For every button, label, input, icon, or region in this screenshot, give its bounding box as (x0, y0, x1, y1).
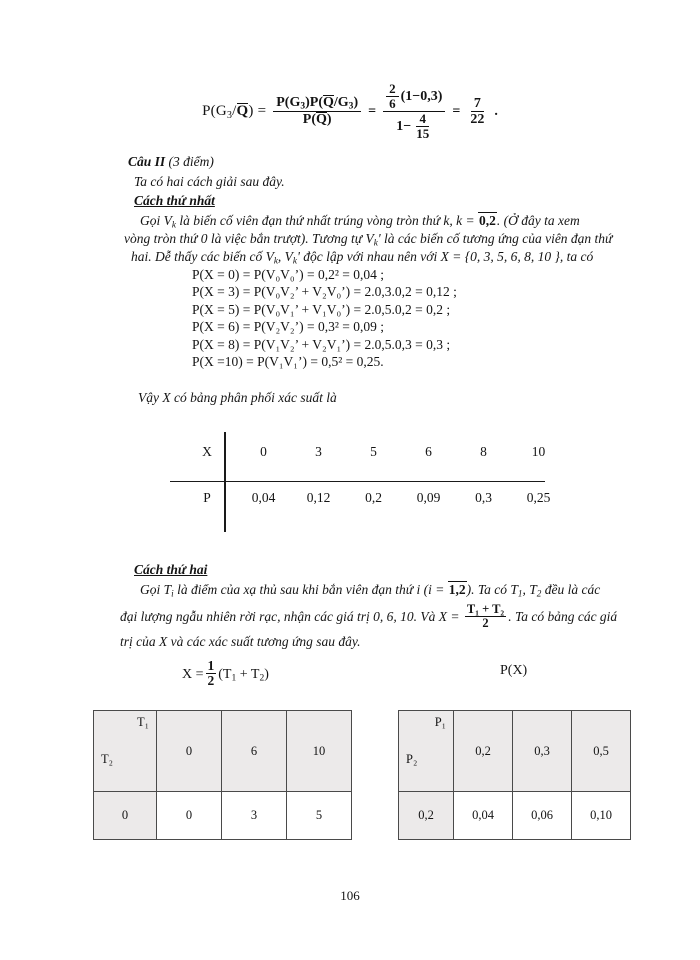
one-half-den: 2 (207, 673, 215, 689)
num-p2: )P( (305, 95, 323, 111)
t-sum-numerator: T₁ + T₂ (466, 602, 505, 616)
table-cell: 0 (260, 444, 267, 459)
page-number: 106 (340, 888, 360, 903)
xdef-rhs-b: + T (236, 666, 260, 682)
px-column-label: P(X) (500, 663, 528, 678)
c2a-c: ). Ta có T (466, 582, 518, 597)
header-t2-label: T₂ (101, 752, 113, 766)
table-cell: 0,3 (475, 490, 492, 505)
num-qbar: Q (323, 95, 334, 111)
den-p1: P( (302, 112, 316, 128)
x-definition-formula (182, 660, 269, 690)
table-column-header: 10 (287, 711, 352, 792)
goi3-sub2: k (292, 255, 297, 266)
one-half-num: 1 (207, 658, 215, 673)
equals-sign-1: = (368, 103, 377, 119)
xdef-rhs-c: ) (264, 666, 269, 682)
two-sixths-fraction (386, 82, 399, 111)
goi1-overline-02: 0,2 (479, 213, 496, 228)
table-row (399, 711, 631, 792)
method-one-paragraph-line-3 (131, 247, 593, 266)
table-cell: 0,06 (513, 792, 572, 840)
four-fifteenths-num: 4 (416, 112, 429, 127)
distribution-row-p-cells (236, 490, 566, 506)
formula-main-fraction (273, 95, 361, 127)
probability-equation-list (192, 266, 457, 370)
formula-lhs-sub: 3 (226, 109, 233, 121)
num-sub2: 3 (348, 102, 354, 113)
table-cell: 0,04 (251, 490, 276, 505)
goi1-sub: k (171, 219, 176, 230)
c2b-a: đại lượng ngẫu nhiên rời rạc, nhận các giá trị 0, 6, 10. Và X = (120, 608, 463, 624)
xdef-rhs-sub1: 1 (231, 673, 237, 684)
distribution-row-x-label: X (202, 444, 212, 459)
c2a-a: Gọi T (140, 582, 172, 597)
header-p1-label: P₁ (434, 715, 446, 729)
distribution-row-x-cells (236, 444, 566, 460)
num-p3: /G (333, 95, 349, 111)
one-half-fraction (206, 659, 217, 689)
equation-line: P(X = 0) = P(V₀V₀’) = 0,2² = 0,04 ; (192, 267, 385, 282)
table-cell: 6 (425, 444, 432, 459)
table-cell: 0,09 (416, 490, 441, 505)
table-corner-header (399, 711, 454, 792)
table-row (94, 711, 352, 792)
four-fifteenths-fraction (413, 112, 432, 141)
joint-probabilities-table (398, 710, 631, 840)
c2b-b: . Ta có bảng các giá (508, 608, 618, 624)
joint-values-table (93, 710, 352, 840)
equation-line: P(X = 8) = P(V₁V₂’ + V₂V₁’) = 2.0,5.0,3 = 0,3 ; (192, 336, 451, 352)
table-cell: 5 (287, 792, 352, 840)
formula-lhs-close: ) = (248, 103, 267, 120)
method-two-paragraph-line-3: trị của X và các xác suất tương ứng sau đây. (120, 634, 361, 649)
xdef-rhs (218, 667, 269, 683)
table-cell: 3 (315, 444, 322, 459)
formula-result-fraction (467, 96, 487, 127)
table-cell: 0,12 (306, 490, 331, 505)
table-row-header: 0 (94, 792, 157, 840)
intro-line: Ta có hai cách giải sau đây. (134, 174, 285, 189)
header-p2-label: P₂ (406, 752, 418, 766)
goi3-c: ' độc lập với nhau nên với X = {0, 3, 5, 6, 8, 10 }, ta có (296, 249, 594, 264)
equation-line: P(X =10) = P(V₁V₁’) = 0,5² = 0,25. (192, 353, 384, 369)
goi3-b: , V (277, 249, 293, 264)
formula-value-fraction (383, 82, 445, 141)
value-numerator-rest: (1−0,3) (400, 88, 443, 104)
table-cell: 3 (222, 792, 287, 840)
table-cell: 0 (157, 792, 222, 840)
table-column-header: 0,5 (572, 711, 631, 792)
xdef-lhs: X = (182, 666, 204, 682)
distribution-intro-line: Vậy X có bảng phân phối xác suất là (138, 390, 337, 405)
table-corner-header (94, 711, 157, 792)
method-two-paragraph-line-1 (140, 580, 600, 599)
question-heading (128, 152, 214, 171)
header-t1-label: T₁ (137, 715, 149, 729)
method-one-paragraph-line-2 (124, 229, 612, 248)
question-heading-label: Câu II (128, 154, 166, 169)
bayes-formula (0, 82, 700, 141)
formula-lhs-p: P(G (202, 103, 227, 120)
table-cell: 5 (370, 444, 377, 459)
num-p4: ) (353, 95, 359, 111)
t-sum-denominator: 2 (482, 616, 489, 631)
equation-line: P(X = 6) = P(V₂V₂’) = 0,3² = 0,09 ; (192, 319, 385, 335)
four-fifteenths-den: 15 (416, 126, 430, 142)
goi2-b: ' là các biến cố tương ứng của viên đạn thứ (377, 231, 613, 246)
c2a-d: , T (522, 582, 537, 597)
table-row (94, 792, 352, 840)
table-cell: 10 (531, 444, 546, 459)
table-column-header: 0,2 (454, 711, 513, 792)
result-numerator: 7 (471, 96, 484, 112)
formula-lhs-qbar: Q (236, 103, 249, 120)
two-sixths-num: 2 (386, 82, 399, 97)
table-cell: 8 (480, 444, 487, 459)
table-cell: 0,25 (526, 490, 551, 505)
c2a-sub: i (171, 588, 174, 599)
method-two-heading: Cách thứ hai (134, 562, 208, 577)
num-p1: P(G (276, 95, 301, 111)
goi2-sub: k (373, 237, 378, 248)
formula-period: . (494, 103, 498, 119)
c2a-e: đều là các (541, 582, 601, 597)
goi1-a: Gọi V (140, 213, 172, 228)
equation-line: P(X = 5) = P(V₀V₁’ + V₁V₀’) = 2.0,5.0,2 = 0,2 ; (192, 301, 451, 317)
value-denominator (393, 112, 435, 141)
distribution-table (196, 432, 568, 532)
formula-main-denominator (300, 112, 335, 128)
one-minus: 1− (396, 119, 412, 135)
goi3-a: hai. Dễ thấy các biến cố V (131, 249, 274, 264)
method-two-paragraph-line-2 (120, 604, 617, 632)
table-row-header: 0,2 (399, 792, 454, 840)
num-sub1: 3 (300, 102, 306, 113)
table-cell: 0,10 (572, 792, 631, 840)
formula-lhs-slash: / (232, 103, 237, 120)
xdef-rhs-a: (T (218, 666, 232, 682)
table-column-header: 0,3 (513, 711, 572, 792)
question-points: (3 điểm) (168, 154, 214, 169)
table-cell: 0,2 (365, 490, 382, 505)
goi1-b: là biến cố viên đạn thứ nhất trúng vòng tròn thứ k, k = (175, 213, 478, 228)
goi2-a: vòng tròn thứ 0 là việc bắn trượt). Tương tự V (124, 231, 374, 246)
table-row (399, 792, 631, 840)
goi1-c: . (Ở đây ta xem (496, 213, 580, 228)
distribution-row-p-label: P (203, 490, 211, 505)
distribution-table-horizontal-rule (170, 481, 545, 482)
value-numerator (383, 82, 445, 112)
c2a-b: là điểm của xạ thủ sau khi bắn viên đạn thứ i (i = (173, 582, 448, 597)
den-p2: ) (326, 112, 332, 128)
xdef-rhs-sub2: 2 (259, 673, 265, 684)
t1-plus-t2-over-2-fraction (465, 603, 506, 631)
c2a-sub2: 1 (517, 588, 523, 599)
formula-lhs (202, 103, 266, 120)
table-column-header: 0 (157, 711, 222, 792)
goi3-sub1: k (273, 255, 278, 266)
c2a-overline-12: 1,2 (448, 582, 466, 597)
method-one-paragraph-line-1 (140, 211, 580, 230)
table-cell: 0,04 (454, 792, 513, 840)
table-column-header: 6 (222, 711, 287, 792)
den-qbar: Q (316, 112, 327, 128)
equation-line: P(X = 3) = P(V₀V₂’ + V₂V₀’) = 2.0,3.0,2 = 0,12 ; (192, 284, 457, 300)
result-denominator: 22 (470, 112, 485, 128)
c2a-sub3: 2 (536, 588, 542, 599)
formula-main-numerator (273, 95, 361, 112)
two-sixths-den: 6 (389, 96, 396, 112)
method-one-heading: Cách thứ nhất (134, 193, 215, 208)
equals-sign-2: = (452, 103, 461, 119)
